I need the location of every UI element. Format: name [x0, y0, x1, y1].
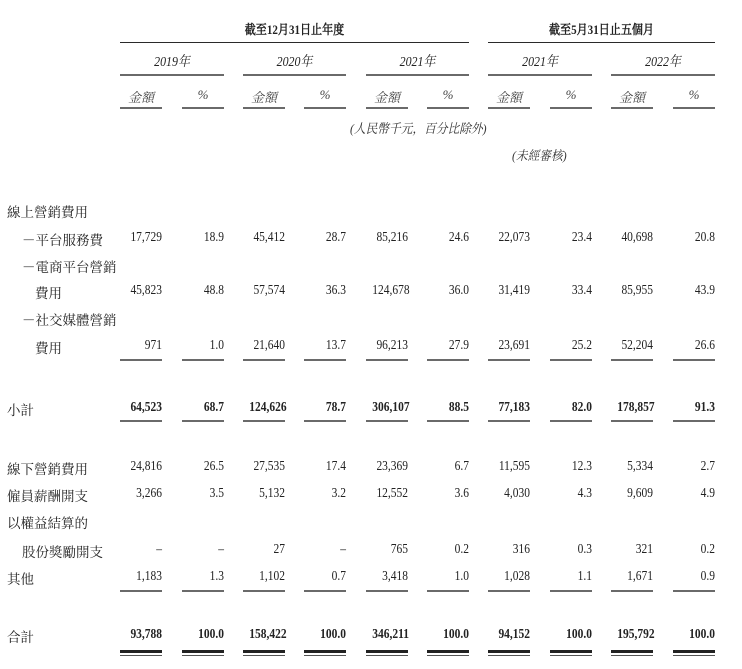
column-header-amount: 金額 — [373, 90, 400, 105]
column-header-percent: % — [197, 87, 209, 102]
cell-percent: 100.0 — [566, 626, 592, 641]
cell-percent: 48.8 — [203, 282, 224, 297]
subtotal-rule — [611, 420, 653, 422]
subtotal-rule — [488, 590, 530, 592]
cell-amount: 971 — [144, 337, 162, 352]
cell-percent: 23.4 — [571, 229, 592, 244]
table-row — [0, 256, 742, 274]
year-rule — [243, 74, 346, 76]
table-row — [0, 626, 742, 644]
cell-percent: – — [340, 541, 346, 556]
total-double-rule — [366, 650, 408, 653]
row-label: －電商平台營銷 — [22, 260, 117, 275]
cell-percent: 3.2 — [331, 485, 346, 500]
cell-amount: 12,552 — [376, 485, 408, 500]
cell-amount: 94,152 — [498, 626, 530, 641]
cell-percent: 26.5 — [203, 458, 224, 473]
column-header-rule — [304, 107, 346, 109]
column-header-rule — [366, 107, 408, 109]
cell-amount: 27,535 — [253, 458, 285, 473]
cell-amount: 195,792 — [617, 626, 655, 641]
cell-amount: 85,955 — [621, 282, 653, 297]
cell-amount: 5,334 — [627, 458, 653, 473]
cell-percent: 1.0 — [454, 568, 469, 583]
cell-amount: 40,698 — [621, 229, 653, 244]
cell-amount: 1,028 — [504, 568, 530, 583]
header-year-2022-5m: 2022年 — [645, 55, 681, 70]
row-label: －社交媒體營銷 — [22, 313, 117, 328]
subtotal-rule — [366, 590, 408, 592]
total-double-rule — [488, 655, 530, 656]
cell-percent: 1.1 — [577, 568, 592, 583]
column-header-percent: % — [688, 87, 700, 102]
cell-percent: 25.2 — [571, 337, 592, 352]
cell-amount: 178,857 — [617, 399, 655, 414]
column-header-rule — [550, 107, 592, 109]
cell-amount: 1,671 — [627, 568, 653, 583]
header-year-2020: 2020年 — [276, 55, 313, 70]
subtotal-rule — [243, 420, 285, 422]
subtotal-rule — [304, 420, 346, 422]
table-row — [0, 282, 742, 300]
subtotal-rule — [120, 590, 162, 592]
cell-percent: 100.0 — [443, 626, 469, 641]
table-row — [0, 458, 742, 476]
subtotal-rule — [182, 420, 224, 422]
row-label: 費用 — [35, 286, 62, 301]
subtotal-rule — [120, 359, 162, 361]
cell-percent: 27.9 — [448, 337, 469, 352]
row-label: 小計 — [7, 403, 34, 418]
year-rule — [611, 74, 715, 76]
total-double-rule — [182, 650, 224, 653]
total-double-rule — [366, 655, 408, 656]
total-double-rule — [304, 655, 346, 656]
total-double-rule — [673, 655, 715, 656]
subtotal-rule — [243, 359, 285, 361]
column-header-amount: 金額 — [250, 90, 277, 105]
subtotal-rule — [550, 359, 592, 361]
subtotal-rule — [488, 359, 530, 361]
subtotal-rule — [366, 420, 408, 422]
cell-amount: 64,523 — [130, 399, 162, 414]
total-double-rule — [550, 655, 592, 656]
total-double-rule — [243, 655, 285, 656]
column-header-amount: 金額 — [618, 90, 645, 105]
cell-amount: – — [156, 541, 162, 556]
subtotal-rule — [427, 590, 469, 592]
table-row — [0, 229, 742, 247]
header-year-2019: 2019年 — [154, 55, 190, 70]
total-double-rule — [120, 655, 162, 656]
row-label: －平台服務費 — [22, 233, 103, 248]
year-rule — [366, 74, 469, 76]
column-header-rule — [182, 107, 224, 109]
cell-percent: 17.4 — [325, 458, 346, 473]
cell-percent: 0.2 — [454, 541, 469, 556]
cell-amount: 31,419 — [498, 282, 530, 297]
cell-amount: 316 — [512, 541, 530, 556]
subtotal-rule — [120, 420, 162, 422]
cell-amount: 765 — [390, 541, 408, 556]
cell-percent: 6.7 — [454, 458, 469, 473]
cell-amount: 1,102 — [259, 568, 285, 583]
total-double-rule — [243, 650, 285, 653]
cell-percent: 33.4 — [571, 282, 592, 297]
cell-percent: 1.0 — [209, 337, 224, 352]
total-double-rule — [427, 650, 469, 653]
cell-amount: 21,640 — [253, 337, 285, 352]
total-double-rule — [611, 650, 653, 653]
cell-percent: 0.9 — [700, 568, 715, 583]
subtotal-rule — [488, 420, 530, 422]
cell-percent: 0.2 — [700, 541, 715, 556]
total-double-rule — [182, 655, 224, 656]
row-label: 線上營銷費用 — [7, 205, 88, 220]
subtotal-rule — [304, 590, 346, 592]
cell-amount: 1,183 — [136, 568, 162, 583]
row-label: 以權益結算的 — [7, 516, 88, 531]
cell-amount: 124,626 — [249, 399, 287, 414]
cell-amount: 346,211 — [372, 626, 409, 641]
cell-amount: 27 — [273, 541, 285, 556]
subtotal-rule — [550, 590, 592, 592]
cell-amount: 11,595 — [498, 458, 530, 473]
subtotal-rule — [427, 420, 469, 422]
header-year-2021: 2021年 — [399, 55, 436, 70]
cell-amount: 22,073 — [498, 229, 530, 244]
subtotal-rule — [673, 359, 715, 361]
cell-percent: 3.6 — [454, 485, 469, 500]
table-row — [0, 309, 742, 327]
cell-percent: 100.0 — [198, 626, 224, 641]
cell-amount: 45,823 — [130, 282, 162, 297]
cell-percent: 18.9 — [203, 229, 224, 244]
row-label: 股份獎勵開支 — [22, 545, 103, 560]
cell-amount: 96,213 — [376, 337, 408, 352]
subtotal-rule — [182, 590, 224, 592]
cell-amount: 321 — [635, 541, 653, 556]
row-label: 合計 — [7, 630, 34, 645]
table-row — [0, 541, 742, 559]
row-label: 費用 — [35, 341, 62, 356]
cell-percent: 0.7 — [331, 568, 346, 583]
cell-amount: 5,132 — [259, 485, 285, 500]
total-double-rule — [120, 650, 162, 653]
cell-percent: 0.3 — [577, 541, 592, 556]
year-rule — [488, 74, 592, 76]
cell-percent: 36.0 — [448, 282, 469, 297]
cell-percent: 3.5 — [209, 485, 224, 500]
row-label: 線下營銷費用 — [7, 462, 88, 477]
total-double-rule — [488, 650, 530, 653]
cell-percent: 12.3 — [571, 458, 592, 473]
cell-percent: 20.8 — [694, 229, 715, 244]
column-header-rule — [120, 107, 162, 109]
cell-amount: 306,107 — [372, 399, 410, 414]
total-double-rule — [550, 650, 592, 653]
cell-amount: 4,030 — [504, 485, 530, 500]
cell-amount: 24,816 — [130, 458, 162, 473]
column-header-percent: % — [442, 87, 454, 102]
table-row — [0, 399, 742, 417]
cell-percent: – — [218, 541, 224, 556]
subtotal-rule — [673, 590, 715, 592]
table-row — [0, 337, 742, 355]
cell-amount: 85,216 — [376, 229, 408, 244]
cell-amount: 45,412 — [253, 229, 285, 244]
total-double-rule — [304, 650, 346, 653]
subtotal-rule — [243, 590, 285, 592]
column-header-amount: 金額 — [495, 90, 522, 105]
column-header-percent: % — [565, 87, 577, 102]
cell-percent: 100.0 — [689, 626, 715, 641]
column-header-rule — [611, 107, 653, 109]
total-double-rule — [427, 655, 469, 656]
cell-percent: 26.6 — [694, 337, 715, 352]
subtotal-rule — [304, 359, 346, 361]
header-year-2021-5m: 2021年 — [522, 55, 558, 70]
row-label: 僱員薪酬開支 — [7, 489, 88, 504]
unaudited-note: (未經審核) — [512, 148, 567, 163]
cell-amount: 57,574 — [253, 282, 285, 297]
column-header-percent: % — [319, 87, 331, 102]
cell-percent: 78.7 — [325, 399, 346, 414]
cell-percent: 88.5 — [448, 399, 469, 414]
header-group-year-ended: 截至12月31日止年度 — [244, 22, 345, 37]
cell-amount: 158,422 — [249, 626, 287, 641]
cell-amount: 9,609 — [627, 485, 653, 500]
column-header-rule — [673, 107, 715, 109]
cell-percent: 91.3 — [694, 399, 715, 414]
cell-percent: 4.3 — [577, 485, 592, 500]
subtotal-rule — [611, 359, 653, 361]
subtotal-rule — [611, 590, 653, 592]
cell-amount: 17,729 — [130, 229, 162, 244]
cell-amount: 124,678 — [372, 282, 410, 297]
table-row — [0, 568, 742, 586]
cell-percent: 43.9 — [694, 282, 715, 297]
cell-amount: 23,369 — [376, 458, 408, 473]
column-header-rule — [243, 107, 285, 109]
cell-amount: 3,266 — [136, 485, 162, 500]
cell-amount: 3,418 — [382, 568, 408, 583]
header-group-left-rule — [120, 42, 469, 43]
column-header-rule — [427, 107, 469, 109]
cell-amount: 93,788 — [130, 626, 162, 641]
cell-percent: 68.7 — [203, 399, 224, 414]
subtotal-rule — [366, 359, 408, 361]
unit-note: (人民幣千元，百分比除外) — [350, 121, 487, 136]
table-row — [0, 485, 742, 503]
subtotal-rule — [182, 359, 224, 361]
cell-percent: 13.7 — [325, 337, 346, 352]
cell-percent: 100.0 — [320, 626, 346, 641]
header-group-five-months: 截至5月31日止五個月 — [548, 22, 654, 37]
cell-percent: 28.7 — [325, 229, 346, 244]
cell-percent: 24.6 — [448, 229, 469, 244]
year-rule — [120, 74, 224, 76]
table-row — [0, 512, 742, 530]
row-label: 其他 — [7, 572, 34, 587]
subtotal-rule — [550, 420, 592, 422]
total-double-rule — [611, 655, 653, 656]
cell-amount: 77,183 — [498, 399, 530, 414]
table-row — [0, 201, 742, 219]
cell-percent: 2.7 — [700, 458, 715, 473]
subtotal-rule — [427, 359, 469, 361]
cell-amount: 52,204 — [621, 337, 653, 352]
column-header-rule — [488, 107, 530, 109]
cell-amount: 23,691 — [498, 337, 530, 352]
column-header-amount: 金額 — [127, 90, 154, 105]
cell-percent: 36.3 — [325, 282, 346, 297]
total-double-rule — [673, 650, 715, 653]
cell-percent: 82.0 — [571, 399, 592, 414]
header-group-right-rule — [488, 42, 715, 43]
cell-percent: 4.9 — [700, 485, 715, 500]
subtotal-rule — [673, 420, 715, 422]
cell-percent: 1.3 — [209, 568, 224, 583]
